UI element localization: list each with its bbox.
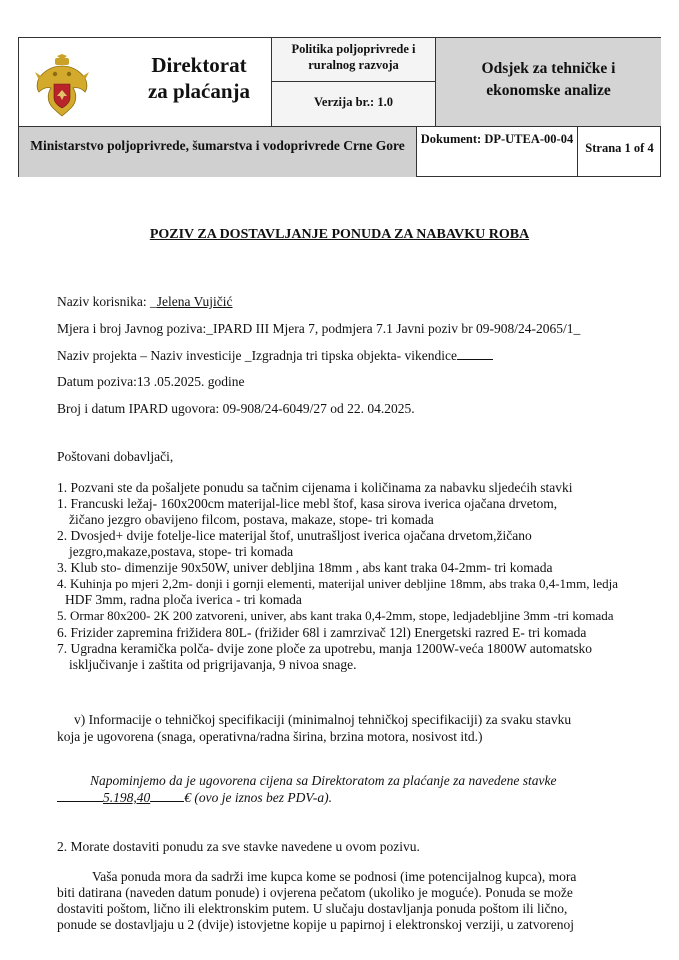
paragraph-line: Vaša ponuda mora da sadrži ime kupca kome se podnosi (ime potencijalnog kupca), mora — [92, 869, 577, 884]
version-cell — [272, 82, 436, 126]
ministry-text: Ministarstvo poljoprivrede, šumarstva i vodoprivrede Crne Gore — [30, 138, 405, 153]
document-cell — [417, 126, 578, 177]
directorate-title-line1: Direktorat — [151, 53, 247, 77]
paragraph-line: ponude se dostavljaju u 2 (dvije) istovjetne kopije u papirnoj i elektronskoj verziji, u zatvorenoj — [57, 917, 575, 932]
spec-line2: koja je ugovorena (snaga, operativna/radna širina, brzina motora, nosivost itd.) — [57, 729, 483, 744]
list-item-cont: isključivanje i zaštita od prigrijavanja, 9 nivoa snage. — [69, 657, 357, 672]
beneficiary-line — [57, 293, 409, 310]
project-blank — [457, 347, 493, 360]
contract-line — [57, 400, 415, 417]
note-tail: € (ovo je iznos bez PDV-a). — [184, 790, 332, 805]
header-logo-cell — [19, 38, 272, 126]
note-line1: Napominjemo da je ugovorena cijena sa Direktoratom za plaćanje za navedene stavke — [90, 773, 557, 788]
call-line — [57, 320, 580, 337]
project-value: Izgradnja tri tipska objekta- vikendice — [251, 348, 457, 363]
coat-of-arms-icon — [33, 54, 91, 118]
list-item-cont: HDF 3mm, radna ploča iverica - tri komada — [65, 592, 302, 607]
list-item: 6. Frizider zapremina frižidera 80L- (frižider 68l i zamrzivač 12l) Energetski razred E- tri komada — [57, 625, 587, 640]
department-text: Odsjek za tehničke i ekonomske analize — [481, 60, 616, 99]
directorate-title-line2: za plaćanja — [147, 79, 251, 103]
ministry-cell — [19, 126, 417, 177]
paragraph-line: dostaviti poštom, lično ili elektronskim putem. U slučaju dostavljanja ponuda poštom ili lično, — [57, 901, 568, 916]
page-number: Strana 1 of 4 — [585, 141, 654, 155]
project-label: Naziv projekta – Naziv investicije _ — [57, 348, 252, 363]
list-item-cont: jezgro,makaze,postava, stope- tri komada — [69, 544, 294, 559]
policy-cell — [272, 38, 436, 82]
project-line — [57, 347, 493, 364]
header-table — [18, 37, 661, 177]
amount-blank-left — [57, 789, 103, 802]
version-text: Verzija br.: 1.0 — [314, 95, 393, 109]
note-amount: 5.198,40 — [103, 790, 151, 805]
note-line2 — [57, 789, 332, 806]
call-label: Mjera i broj Javnog poziva:_ — [57, 321, 213, 336]
beneficiary-value: Jelena Vujičić — [156, 294, 233, 309]
date-line — [57, 373, 244, 390]
page-number-cell — [578, 126, 661, 177]
list-item-cont: žičano jezgro obavijeno filcom, postava, makaze, stope- tri komada — [69, 512, 434, 527]
list-item: 5. Ormar 80x200- 2K 200 zatvoreni, univer, abs kant traka 0,4-2mm, stope, ledjadebljine 3mm -tri komada — [57, 608, 614, 623]
list-item: 1. Francuski ležaj- 160x200cm materijal-lice mebl štof, kasa sirova iverica ojačana drvetom, — [57, 496, 558, 511]
greeting: Poštovani dobavljači, — [57, 449, 174, 464]
list-item: 2. Dvosjed+ dvije fotelje-lice materijal štof, unutrašljost iverica ojačana drvetom,žičano — [57, 528, 532, 543]
contract-value: 09-908/24-6049/27 od 22. 04.2025. — [222, 401, 415, 416]
department-cell — [436, 38, 661, 126]
page-title: POZIV ZA DOSTAVLJANJE PONUDA ZA NABAVKU ROBA — [149, 227, 530, 242]
date-label: Datum poziva: — [57, 374, 137, 389]
document-number: Dokument: DP-UTEA-00-04 — [420, 132, 574, 146]
point-2: 2. Morate dostaviti ponudu za sve stavke navedene u ovom pozivu. — [57, 839, 420, 854]
call-value: IPARD III Mjera 7, podmjera 7.1 Javni poziv br 09-908/24-2065/1_ — [212, 321, 581, 336]
beneficiary-label: Naziv korisnika: _ — [57, 294, 157, 309]
intro-item: 1. Pozvani ste da pošaljete ponudu sa tačnim cijenama i količinama za nabavku sljedećih stavki — [57, 480, 573, 495]
directorate-title — [129, 52, 269, 104]
list-item: 3. Klub sto- dimenzije 90x50W, univer debljina 18mm , abs kant traka 04-2mm- tri komada — [57, 560, 553, 575]
list-item: 7. Ugradna keramička polča- dvije zone ploče za upotrebu, manja 1200W-veća 1800W automatsko — [57, 641, 593, 656]
policy-text: Politika poljoprivrede i ruralnog razvoja — [291, 42, 416, 72]
date-value: 13 .05.2025. godine — [136, 374, 245, 389]
amount-blank-right — [150, 789, 184, 802]
list-item: 4. Kuhinja po mjeri 2,2m- donji i gornji elementi, materijal univer debljine 18mm, abs traka 0,4-1mm, ledja — [57, 576, 619, 591]
spec-line1: v) Informacije o tehničkoj specifikaciji (minimalnoj tehničkoj specifikaciji) za svaku stavku — [74, 712, 572, 727]
paragraph-line: biti datirana (naveden datum ponude) i ovjerena pečatom (ukoliko je moguće). Ponuda se može — [57, 885, 573, 900]
contract-label: Broj i datum IPARD ugovora: — [57, 401, 223, 416]
